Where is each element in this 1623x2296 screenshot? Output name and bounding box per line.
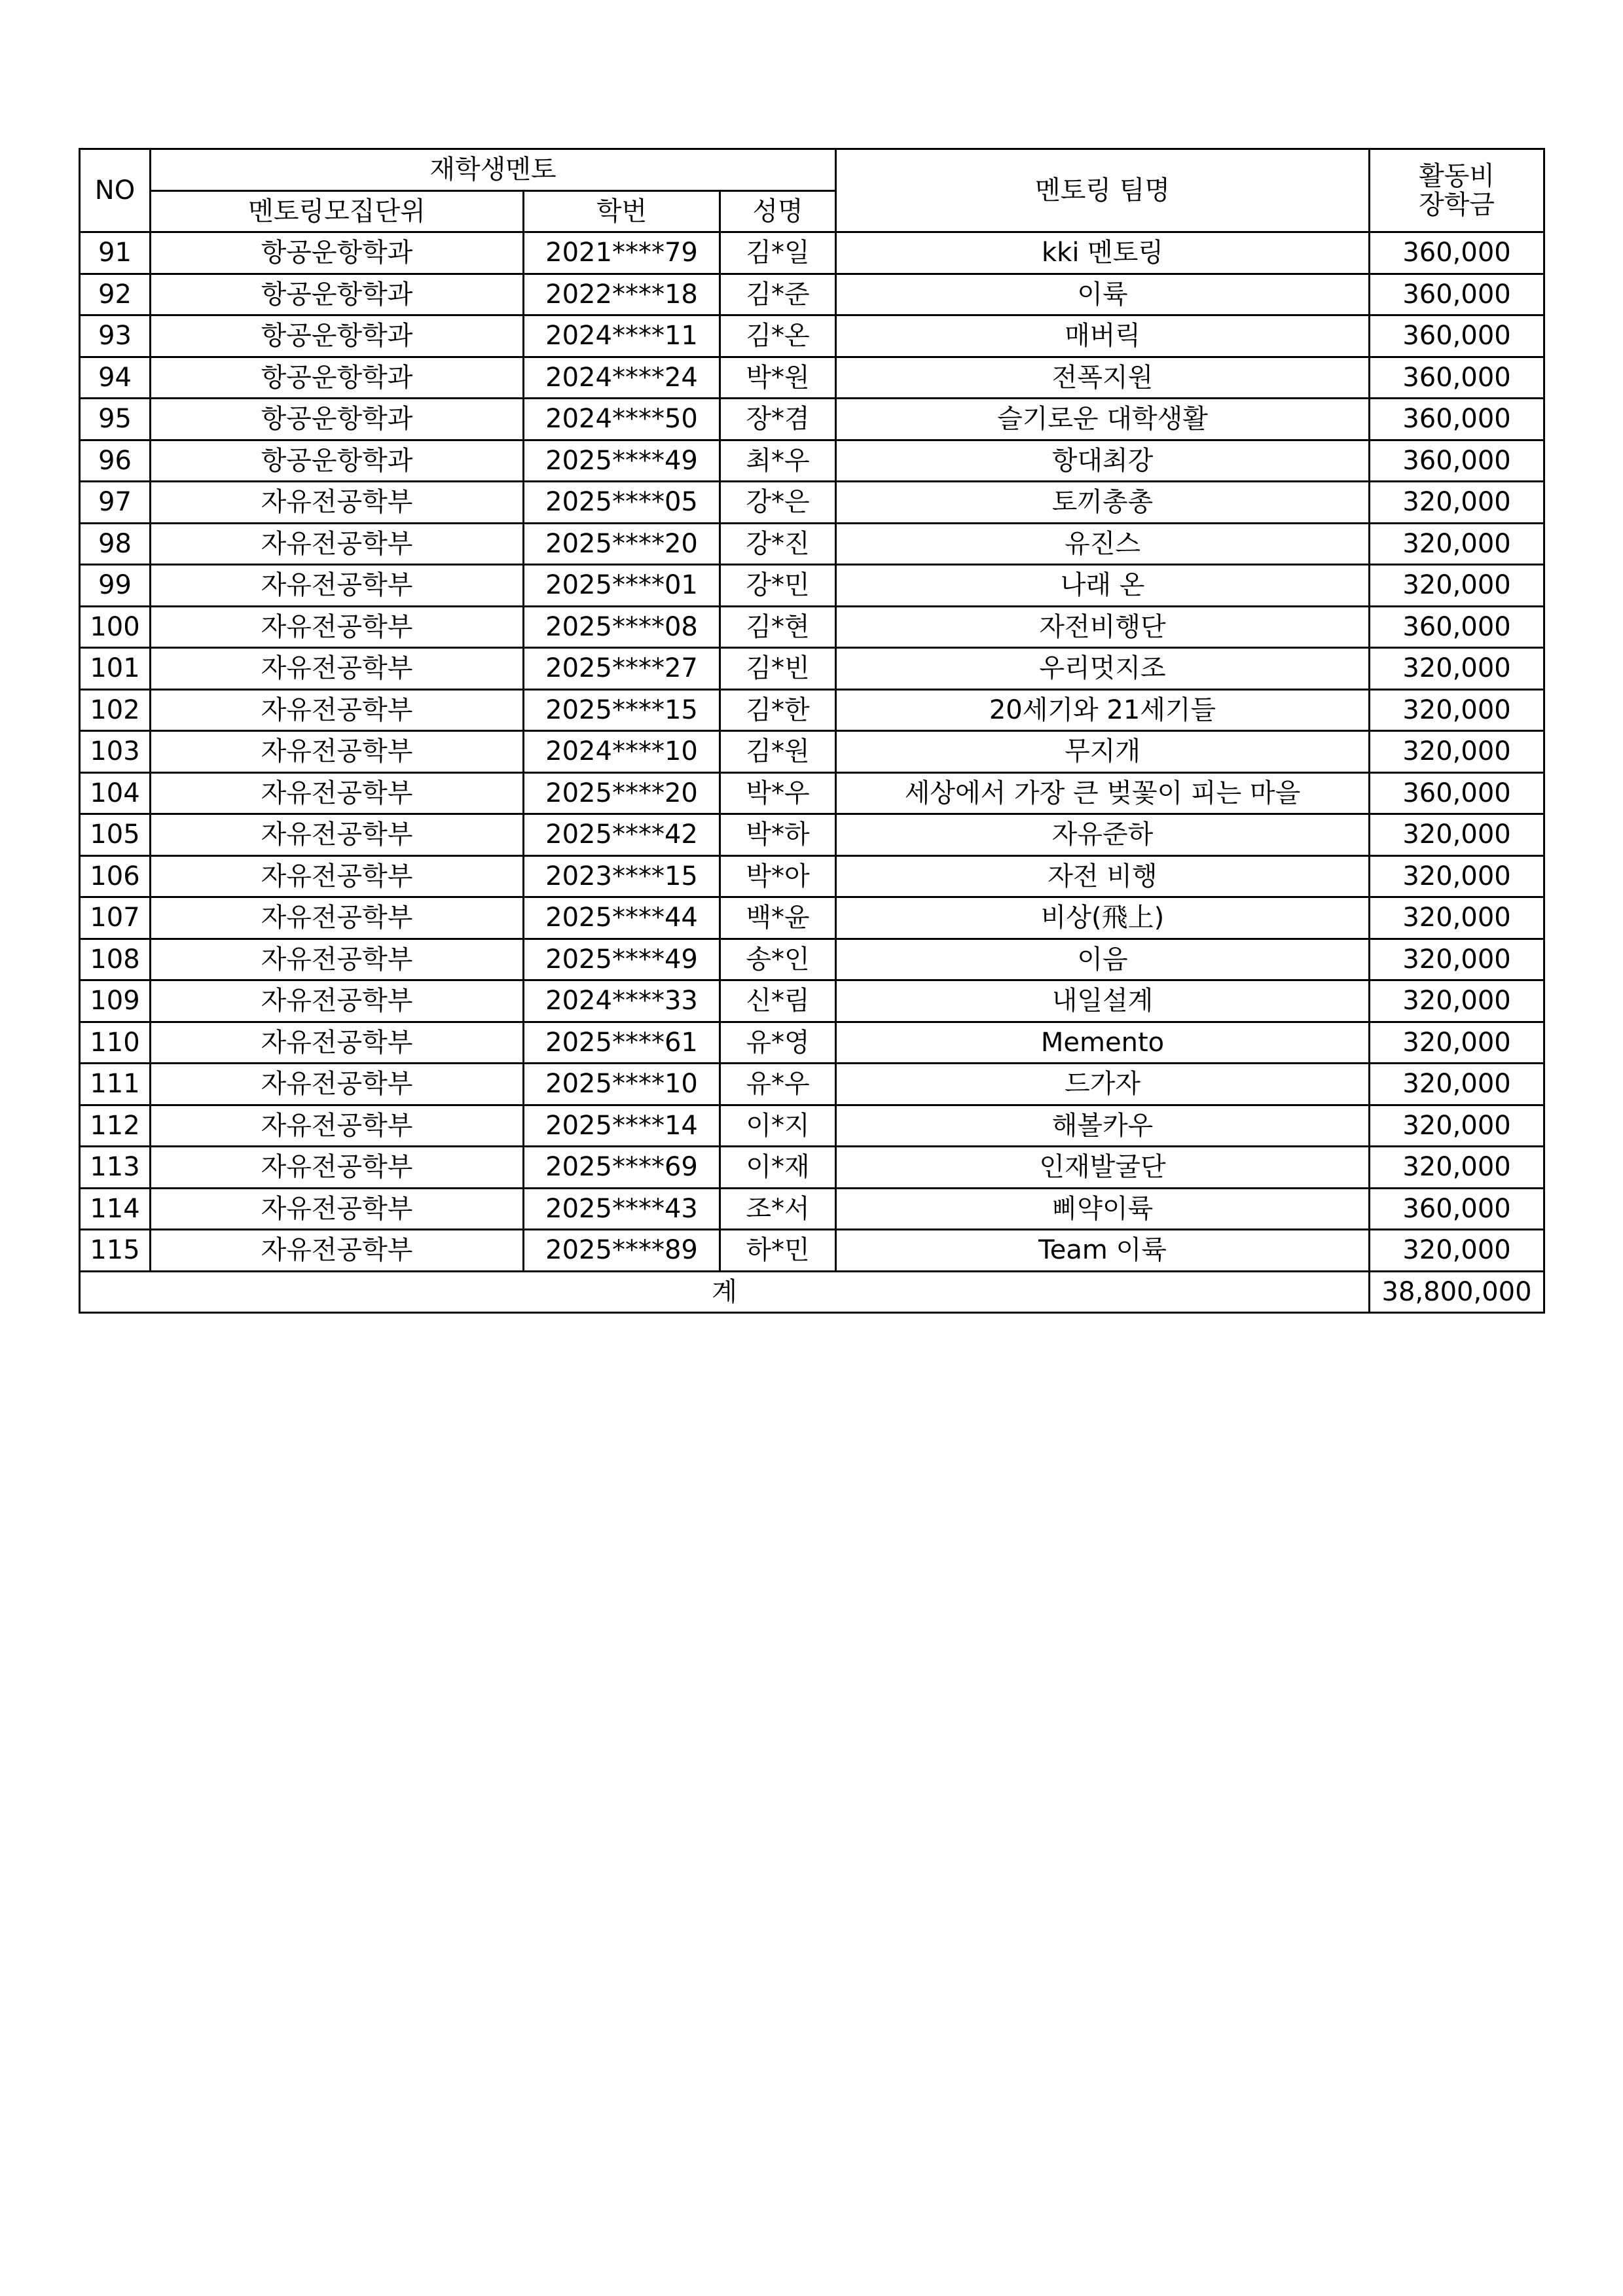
- cell-amount: 320,000: [1370, 1147, 1544, 1189]
- cell-unit: 항공운항학과: [151, 274, 524, 315]
- cell-no: 108: [80, 939, 151, 980]
- table-header: [80, 149, 1544, 232]
- table-body: [80, 232, 1544, 1272]
- cell-name: 김*일: [720, 232, 836, 274]
- cell-no: 97: [80, 482, 151, 524]
- cell-no: 96: [80, 440, 151, 482]
- cell-unit: 자유전공학부: [151, 731, 524, 773]
- table-row: [80, 1230, 1544, 1272]
- cell-student-id: 2025****20: [524, 523, 720, 565]
- cell-name: 김*빈: [720, 648, 836, 690]
- cell-amount: 360,000: [1370, 772, 1544, 814]
- cell-unit: 자유전공학부: [151, 648, 524, 690]
- cell-unit: 항공운항학과: [151, 232, 524, 274]
- total-amount: 38,800,000: [1370, 1271, 1544, 1313]
- cell-name: 하*민: [720, 1230, 836, 1272]
- cell-unit: 자유전공학부: [151, 1064, 524, 1105]
- header-team-name: 멘토링 팀명: [836, 149, 1370, 232]
- cell-student-id: 2024****10: [524, 731, 720, 773]
- cell-team-name: Memento: [836, 1022, 1370, 1064]
- cell-team-name: 자전비행단: [836, 606, 1370, 648]
- cell-amount: 360,000: [1370, 399, 1544, 440]
- cell-unit: 자유전공학부: [151, 1147, 524, 1189]
- header-unit: 멘토링모집단위: [151, 190, 524, 232]
- cell-unit: 자유전공학부: [151, 482, 524, 524]
- cell-amount: 320,000: [1370, 565, 1544, 607]
- cell-no: 99: [80, 565, 151, 607]
- cell-name: 김*현: [720, 606, 836, 648]
- cell-team-name: 인재발굴단: [836, 1147, 1370, 1189]
- table-row: [80, 939, 1544, 980]
- cell-unit: 항공운항학과: [151, 399, 524, 440]
- table-row: [80, 1105, 1544, 1147]
- cell-student-id: 2025****61: [524, 1022, 720, 1064]
- cell-no: 115: [80, 1230, 151, 1272]
- cell-amount: 360,000: [1370, 274, 1544, 315]
- cell-amount: 320,000: [1370, 731, 1544, 773]
- cell-student-id: 2025****15: [524, 689, 720, 731]
- cell-name: 신*림: [720, 980, 836, 1022]
- table-row: [80, 731, 1544, 773]
- table-row: [80, 606, 1544, 648]
- cell-unit: 자유전공학부: [151, 855, 524, 897]
- cell-no: 101: [80, 648, 151, 690]
- cell-no: 104: [80, 772, 151, 814]
- cell-amount: 360,000: [1370, 232, 1544, 274]
- cell-team-name: 비상(飛上): [836, 897, 1370, 939]
- cell-student-id: 2025****43: [524, 1188, 720, 1230]
- cell-amount: 360,000: [1370, 606, 1544, 648]
- cell-name: 김*온: [720, 315, 836, 357]
- cell-name: 김*한: [720, 689, 836, 731]
- cell-student-id: 2022****18: [524, 274, 720, 315]
- cell-student-id: 2025****42: [524, 814, 720, 856]
- cell-no: 113: [80, 1147, 151, 1189]
- cell-team-name: 전폭지원: [836, 357, 1370, 399]
- table-row: [80, 648, 1544, 690]
- cell-student-id: 2025****08: [524, 606, 720, 648]
- cell-student-id: 2025****44: [524, 897, 720, 939]
- cell-no: 94: [80, 357, 151, 399]
- cell-name: 장*겸: [720, 399, 836, 440]
- cell-team-name: 우리멋지조: [836, 648, 1370, 690]
- cell-student-id: 2025****05: [524, 482, 720, 524]
- cell-name: 이*지: [720, 1105, 836, 1147]
- cell-team-name: 자유준하: [836, 814, 1370, 856]
- cell-student-id: 2024****33: [524, 980, 720, 1022]
- cell-amount: 320,000: [1370, 1230, 1544, 1272]
- cell-amount: 320,000: [1370, 1064, 1544, 1105]
- cell-name: 강*은: [720, 482, 836, 524]
- table-row: [80, 399, 1544, 440]
- cell-name: 최*우: [720, 440, 836, 482]
- cell-no: 93: [80, 315, 151, 357]
- cell-unit: 항공운항학과: [151, 440, 524, 482]
- cell-team-name: 해볼카우: [836, 1105, 1370, 1147]
- cell-unit: 항공운항학과: [151, 357, 524, 399]
- cell-no: 105: [80, 814, 151, 856]
- cell-name: 김*원: [720, 731, 836, 773]
- cell-unit: 자유전공학부: [151, 1105, 524, 1147]
- cell-no: 110: [80, 1022, 151, 1064]
- cell-no: 106: [80, 855, 151, 897]
- cell-no: 114: [80, 1188, 151, 1230]
- header-name: 성명: [720, 190, 836, 232]
- total-label: 계: [80, 1271, 1370, 1313]
- cell-no: 107: [80, 897, 151, 939]
- cell-team-name: 자전 비행: [836, 855, 1370, 897]
- cell-team-name: 이음: [836, 939, 1370, 980]
- cell-student-id: 2021****79: [524, 232, 720, 274]
- table-row: [80, 1147, 1544, 1189]
- cell-name: 유*영: [720, 1022, 836, 1064]
- cell-name: 박*하: [720, 814, 836, 856]
- mentor-scholarship-table: [79, 148, 1545, 1314]
- cell-no: 98: [80, 523, 151, 565]
- header-student-id: 학번: [524, 190, 720, 232]
- table-row: [80, 523, 1544, 565]
- cell-no: 91: [80, 232, 151, 274]
- cell-name: 박*원: [720, 357, 836, 399]
- cell-student-id: 2024****11: [524, 315, 720, 357]
- cell-student-id: 2025****10: [524, 1064, 720, 1105]
- table-row: [80, 232, 1544, 274]
- table-row: [80, 1188, 1544, 1230]
- cell-amount: 320,000: [1370, 482, 1544, 524]
- cell-amount: 320,000: [1370, 1022, 1544, 1064]
- cell-unit: 항공운항학과: [151, 315, 524, 357]
- cell-unit: 자유전공학부: [151, 1188, 524, 1230]
- cell-team-name: 20세기와 21세기들: [836, 689, 1370, 731]
- cell-amount: 320,000: [1370, 897, 1544, 939]
- cell-unit: 자유전공학부: [151, 939, 524, 980]
- cell-unit: 자유전공학부: [151, 565, 524, 607]
- cell-unit: 자유전공학부: [151, 606, 524, 648]
- cell-amount: 320,000: [1370, 523, 1544, 565]
- cell-amount: 320,000: [1370, 1105, 1544, 1147]
- cell-unit: 자유전공학부: [151, 897, 524, 939]
- header-scholarship-line2: 장학금: [1419, 190, 1495, 220]
- cell-team-name: 나래 온: [836, 565, 1370, 607]
- cell-team-name: Team 이륙: [836, 1230, 1370, 1272]
- table-footer: [80, 1271, 1544, 1313]
- table-row: [80, 897, 1544, 939]
- cell-student-id: 2024****50: [524, 399, 720, 440]
- cell-name: 박*아: [720, 855, 836, 897]
- cell-no: 102: [80, 689, 151, 731]
- cell-name: 조*서: [720, 1188, 836, 1230]
- table-row: [80, 1064, 1544, 1105]
- table-row: [80, 1022, 1544, 1064]
- table-row: [80, 357, 1544, 399]
- cell-student-id: 2023****15: [524, 855, 720, 897]
- cell-amount: 360,000: [1370, 1188, 1544, 1230]
- header-scholarship-line1: 활동비: [1419, 161, 1495, 191]
- cell-student-id: 2025****27: [524, 648, 720, 690]
- cell-no: 112: [80, 1105, 151, 1147]
- cell-team-name: 슬기로운 대학생활: [836, 399, 1370, 440]
- header-no: NO: [80, 149, 151, 232]
- cell-amount: 320,000: [1370, 814, 1544, 856]
- cell-amount: 360,000: [1370, 315, 1544, 357]
- cell-amount: 360,000: [1370, 357, 1544, 399]
- total-row: [80, 1271, 1544, 1313]
- table-row: [80, 440, 1544, 482]
- table-row: [80, 274, 1544, 315]
- table-row: [80, 482, 1544, 524]
- cell-amount: 360,000: [1370, 440, 1544, 482]
- cell-unit: 자유전공학부: [151, 772, 524, 814]
- cell-amount: 320,000: [1370, 689, 1544, 731]
- cell-team-name: 매버릭: [836, 315, 1370, 357]
- cell-no: 109: [80, 980, 151, 1022]
- cell-unit: 자유전공학부: [151, 1022, 524, 1064]
- cell-no: 95: [80, 399, 151, 440]
- cell-team-name: 무지개: [836, 731, 1370, 773]
- cell-no: 111: [80, 1064, 151, 1105]
- cell-no: 92: [80, 274, 151, 315]
- cell-unit: 자유전공학부: [151, 689, 524, 731]
- cell-amount: 320,000: [1370, 980, 1544, 1022]
- cell-unit: 자유전공학부: [151, 523, 524, 565]
- cell-team-name: 삐약이륙: [836, 1188, 1370, 1230]
- cell-unit: 자유전공학부: [151, 814, 524, 856]
- cell-student-id: 2025****89: [524, 1230, 720, 1272]
- header-scholarship: [1370, 149, 1544, 232]
- table-row: [80, 855, 1544, 897]
- cell-team-name: 항대최강: [836, 440, 1370, 482]
- cell-student-id: 2025****01: [524, 565, 720, 607]
- cell-name: 유*우: [720, 1064, 836, 1105]
- cell-name: 박*우: [720, 772, 836, 814]
- cell-amount: 320,000: [1370, 648, 1544, 690]
- cell-student-id: 2025****20: [524, 772, 720, 814]
- table-row: [80, 689, 1544, 731]
- cell-team-name: 드가자: [836, 1064, 1370, 1105]
- cell-unit: 자유전공학부: [151, 1230, 524, 1272]
- table-row: [80, 980, 1544, 1022]
- table-row: [80, 772, 1544, 814]
- table-row: [80, 814, 1544, 856]
- cell-team-name: kki 멘토링: [836, 232, 1370, 274]
- cell-name: 백*윤: [720, 897, 836, 939]
- cell-student-id: 2025****14: [524, 1105, 720, 1147]
- cell-team-name: 내일설계: [836, 980, 1370, 1022]
- cell-no: 100: [80, 606, 151, 648]
- cell-amount: 320,000: [1370, 855, 1544, 897]
- cell-student-id: 2025****49: [524, 939, 720, 980]
- table-row: [80, 315, 1544, 357]
- cell-unit: 자유전공학부: [151, 980, 524, 1022]
- cell-team-name: 세상에서 가장 큰 벚꽃이 피는 마을: [836, 772, 1370, 814]
- cell-amount: 320,000: [1370, 939, 1544, 980]
- cell-name: 이*재: [720, 1147, 836, 1189]
- header-mentor-group: 재학생멘토: [151, 149, 836, 191]
- table-row: [80, 565, 1544, 607]
- cell-name: 강*진: [720, 523, 836, 565]
- cell-no: 103: [80, 731, 151, 773]
- cell-team-name: 토끼총총: [836, 482, 1370, 524]
- cell-team-name: 이륙: [836, 274, 1370, 315]
- cell-name: 김*준: [720, 274, 836, 315]
- cell-student-id: 2024****24: [524, 357, 720, 399]
- cell-student-id: 2025****69: [524, 1147, 720, 1189]
- cell-name: 송*인: [720, 939, 836, 980]
- cell-team-name: 유진스: [836, 523, 1370, 565]
- cell-student-id: 2025****49: [524, 440, 720, 482]
- cell-name: 강*민: [720, 565, 836, 607]
